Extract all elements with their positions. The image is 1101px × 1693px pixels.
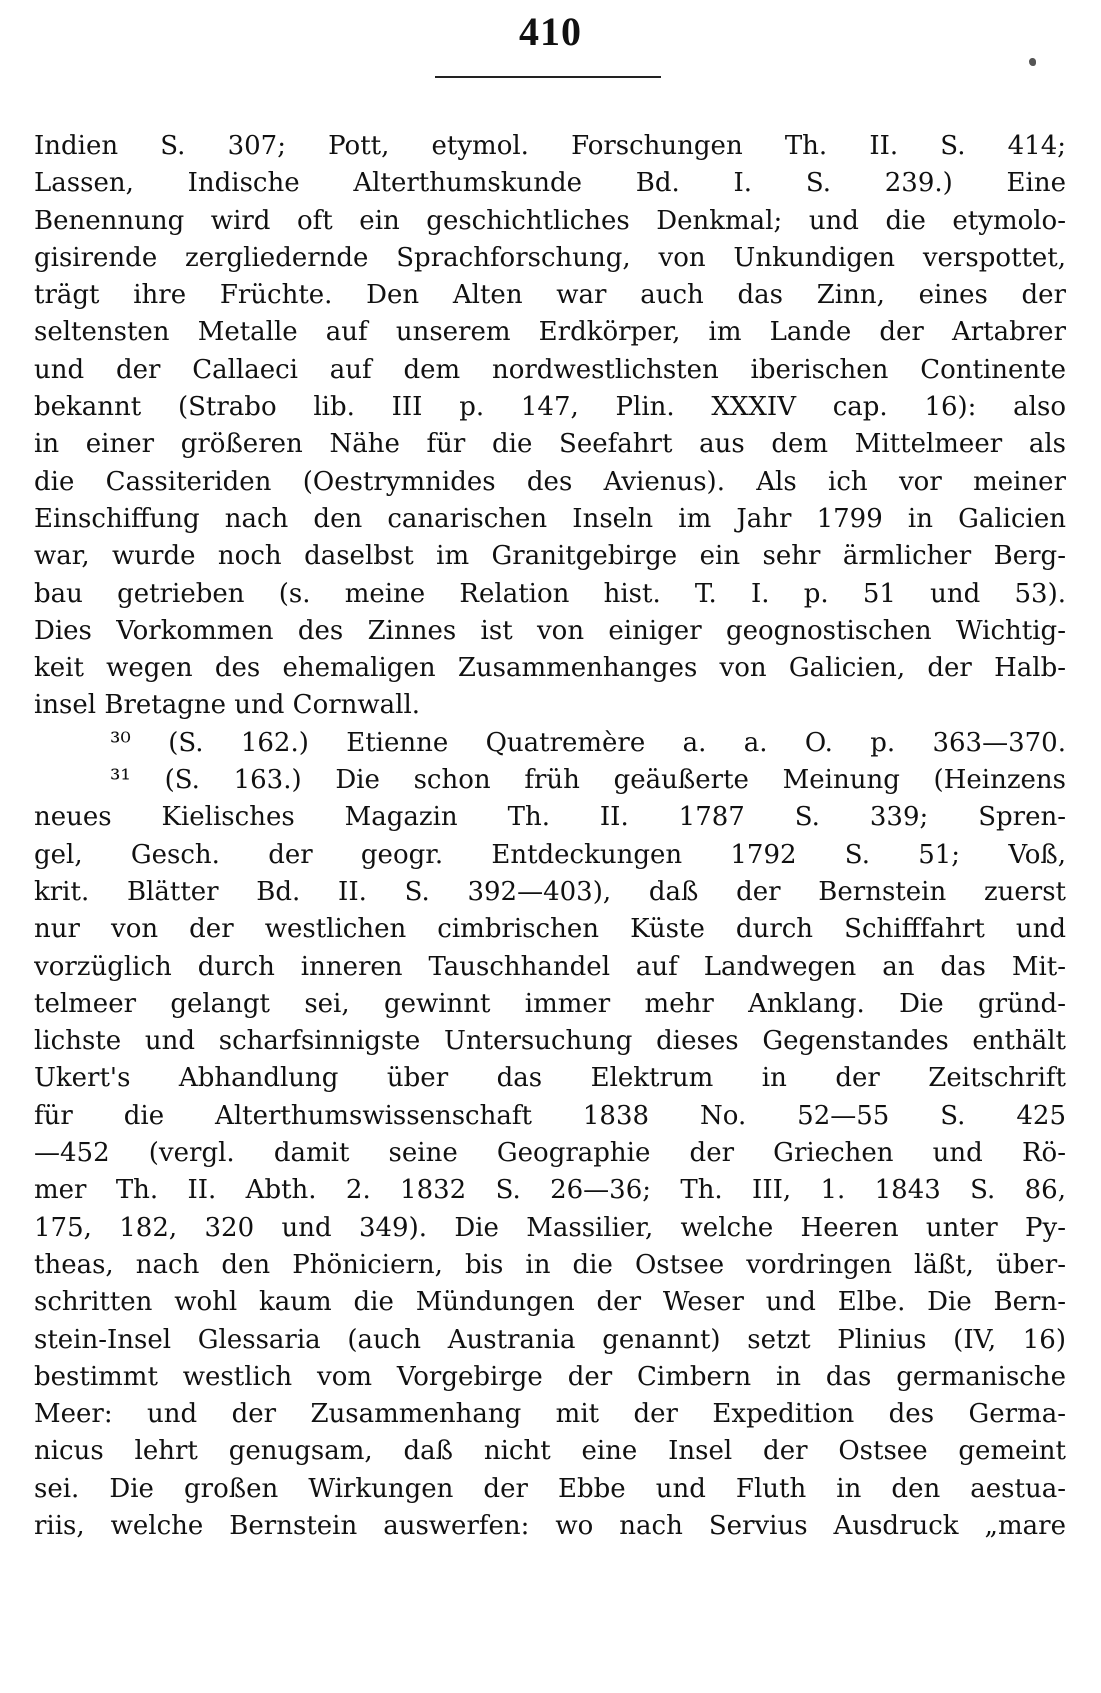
text-line: stein-Insel Glessaria (auch Austrania genannt) setzt Plinius (IV, 16): [34, 1324, 1066, 1355]
text-line: lichste und scharfsinnigste Untersuchung dieses Gegenstandes enthält: [34, 1026, 1066, 1057]
text-line: sei. Die großen Wirkungen der Ebbe und Fluth in den aestua-: [34, 1473, 1066, 1504]
text-line: keit wegen des ehemaligen Zusammenhanges von Galicien, der Halb-: [34, 653, 1066, 684]
text-line: 175, 182, 320 und 349). Die Massilier, welche Heeren unter Py-: [34, 1212, 1066, 1243]
text-line: bestimmt westlich vom Vorgebirge der Cimbern in das germanische: [34, 1361, 1066, 1392]
text-line: telmeer gelangt sei, gewinnt immer mehr Anklang. Die gründ-: [34, 988, 1066, 1019]
text-line: insel Bretagne und Cornwall.: [34, 690, 421, 721]
text-line: bau getrieben (s. meine Relation hist. T. I. p. 51 und 53).: [34, 578, 1066, 609]
footnote-30-line: ³⁰ (S. 162.) Etienne Quatremère a. a. O. p. 363—370.: [110, 727, 1066, 758]
text-line: Ukert's Abhandlung über das Elektrum in der Zeitschrift: [34, 1063, 1066, 1094]
text-line: bekannt (Strabo lib. III p. 147, Plin. XXXIV cap. 16): also: [34, 392, 1066, 423]
text-line: mer Th. II. Abth. 2. 1832 S. 26—36; Th. III, 1. 1843 S. 86,: [34, 1175, 1066, 1206]
body-text: [34, 128, 1066, 1545]
text-line: theas, nach den Phöniciern, bis in die Ostsee vordringen läßt, über-: [34, 1249, 1066, 1280]
text-line: gisirende zergliedernde Sprachforschung, von Unkundigen verspottet,: [34, 242, 1066, 273]
text-line: Einschiffung nach den canarischen Inseln im Jahr 1799 in Galicien: [34, 503, 1066, 534]
text-line: nur von der westlichen cimbrischen Küste durch Schifffahrt und: [34, 914, 1066, 945]
text-line: vorzüglich durch inneren Tauschhandel auf Landwegen an das Mit-: [34, 951, 1066, 982]
print-speck: [1029, 58, 1036, 66]
text-line: riis, welche Bernstein auswerfen: wo nach Servius Ausdruck „mare: [34, 1510, 1066, 1541]
text-line: krit. Blätter Bd. II. S. 392—403), daß der Bernstein zuerst: [34, 876, 1066, 907]
text-line: und der Callaeci auf dem nordwestlichsten iberischen Continente: [34, 354, 1066, 385]
footnote-31-line: ³¹ (S. 163.) Die schon früh geäußerte Meinung (Heinzens: [110, 765, 1066, 796]
text-line: für die Alterthumswissenschaft 1838 No. 52—55 S. 425: [34, 1100, 1066, 1131]
text-line: die Cassiteriden (Oestrymnides des Avienus). Als ich vor meiner: [34, 466, 1066, 497]
text-line: war, wurde noch daselbst im Granitgebirge ein sehr ärmlicher Berg-: [34, 541, 1066, 572]
text-line: Benennung wird oft ein geschichtliches Denkmal; und die etymolo-: [34, 205, 1066, 236]
text-line: Indien S. 307; Pott, etymol. Forschungen Th. II. S. 414;: [34, 131, 1066, 161]
text-line: Meer: und der Zusammenhang mit der Expedition des Germa-: [34, 1399, 1066, 1430]
text-line: trägt ihre Früchte. Den Alten war auch das Zinn, eines der: [34, 280, 1066, 311]
text-line: in einer größeren Nähe für die Seefahrt aus dem Mittelmeer als: [34, 429, 1066, 460]
text-line: neues Kielisches Magazin Th. II. 1787 S. 339; Spren-: [34, 802, 1066, 833]
text-line: nicus lehrt genugsam, daß nicht eine Insel der Ostsee gemeint: [34, 1436, 1066, 1467]
text-line: Lassen, Indische Alterthumskunde Bd. I. S. 239.) Eine: [34, 168, 1066, 199]
text-line: —452 (vergl. damit seine Geographie der Griechen und Rö-: [34, 1138, 1066, 1169]
text-line: seltensten Metalle auf unserem Erdkörper, im Lande der Artabrer: [34, 317, 1066, 348]
text-line: Dies Vorkommen des Zinnes ist von einiger geognostischen Wichtig-: [34, 615, 1066, 646]
text-line: gel, Gesch. der geogr. Entdeckungen 1792 S. 51; Voß,: [34, 839, 1066, 870]
header-rule: [435, 76, 661, 78]
page-number: 410: [519, 9, 582, 54]
text-line: schritten wohl kaum die Mündungen der Weser und Elbe. Die Bern-: [34, 1287, 1066, 1318]
